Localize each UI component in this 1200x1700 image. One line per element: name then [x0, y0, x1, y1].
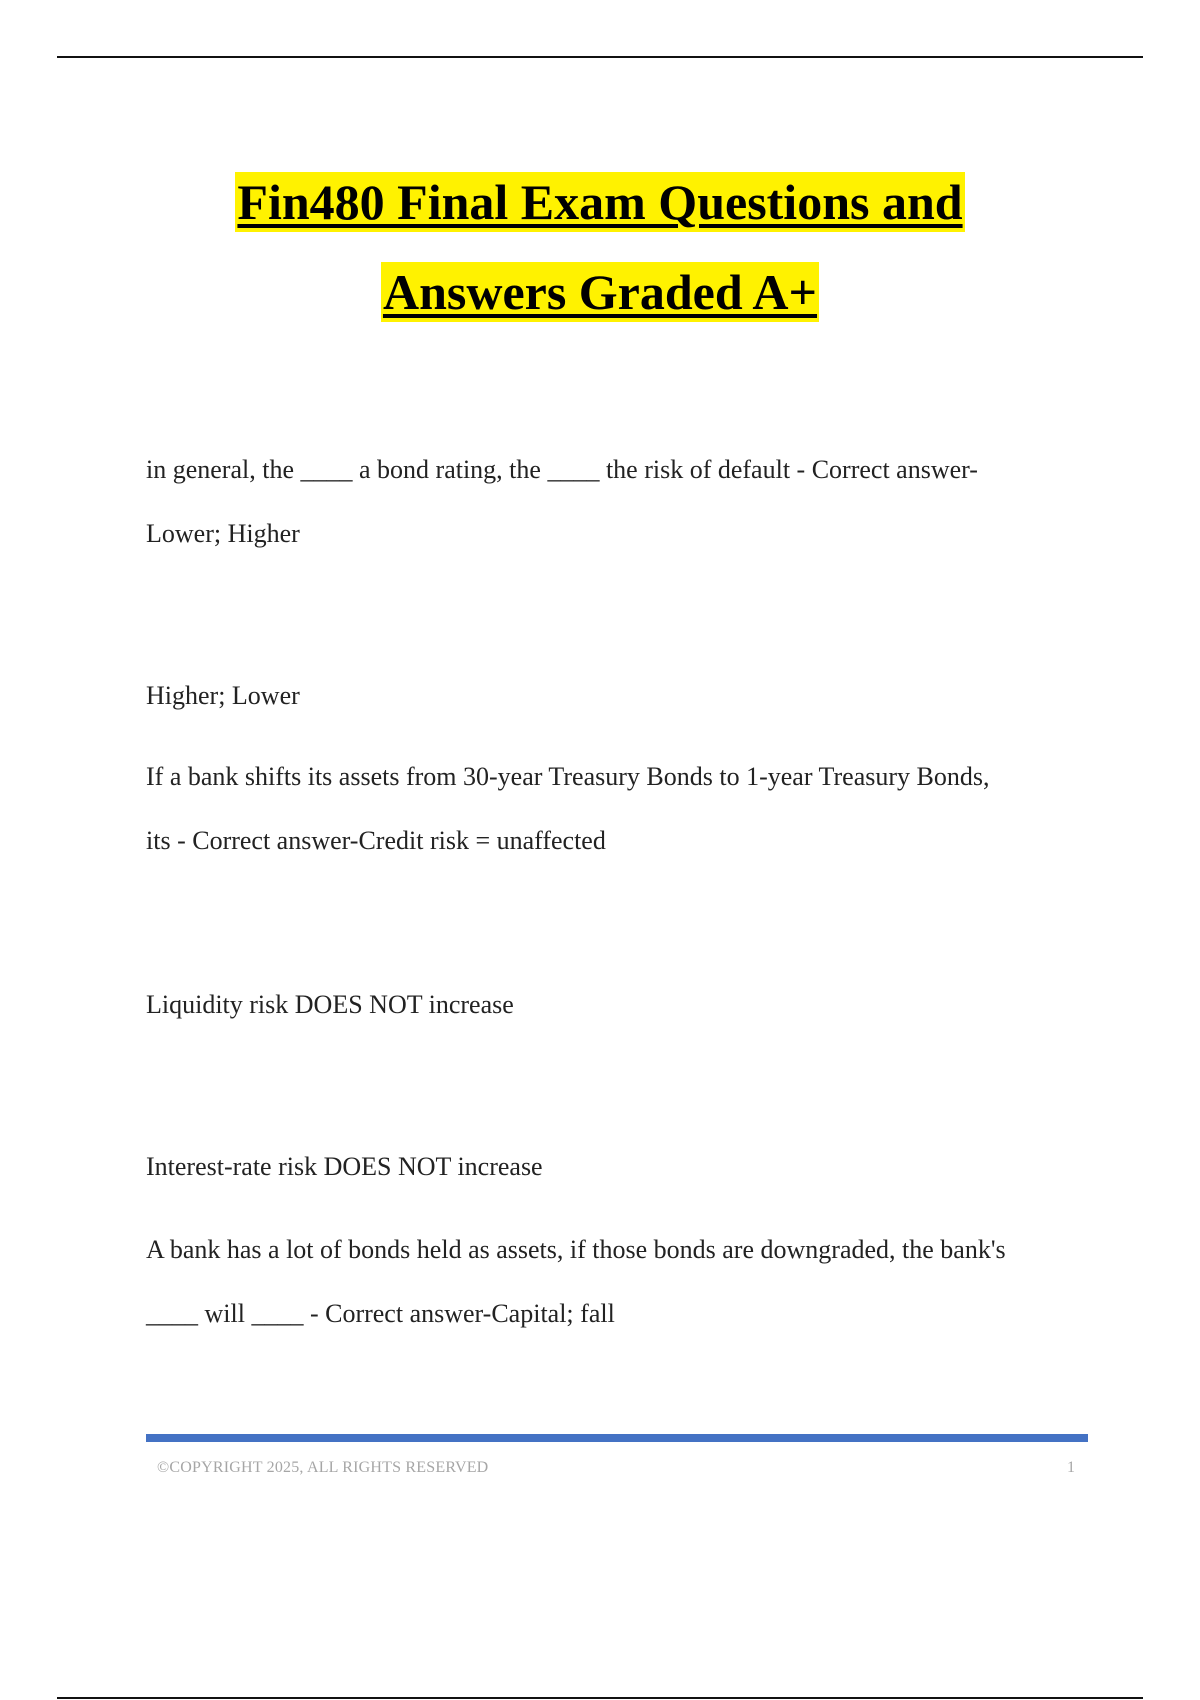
question-3-answer: ____ will ____ - Correct answer-Capital; fall: [146, 1299, 615, 1328]
top-rule: [57, 56, 1143, 58]
question-1-text: in general, the ____ a bond rating, the ____ the risk of default - Correct answer-: [146, 455, 978, 484]
question-1-answer: Lower; Higher: [146, 519, 300, 548]
question-2-answer-line-3: Interest-rate risk DOES NOT increase: [146, 1152, 543, 1181]
bottom-rule: [57, 1697, 1143, 1699]
question-1-answer-continued: Higher; Lower: [146, 681, 300, 710]
question-3-text: A bank has a lot of bonds held as assets, if those bonds are downgraded, the bank's: [146, 1235, 1006, 1264]
footer-copyright: ©COPYRIGHT 2025, ALL RIGHTS RESERVED: [157, 1459, 489, 1476]
document-title: [0, 172, 1200, 322]
title-line-1: Fin480 Final Exam Questions and: [237, 174, 963, 230]
footer-divider: [146, 1434, 1088, 1442]
question-2-answer: its - Correct answer-Credit risk = unaffected: [146, 826, 606, 855]
question-2-text: If a bank shifts its assets from 30-year Treasury Bonds to 1-year Treasury Bonds,: [146, 762, 990, 791]
page-number: 1: [1067, 1459, 1075, 1476]
title-line-2: Answers Graded A+: [382, 264, 818, 320]
question-2-answer-line-2: Liquidity risk DOES NOT increase: [146, 990, 514, 1019]
